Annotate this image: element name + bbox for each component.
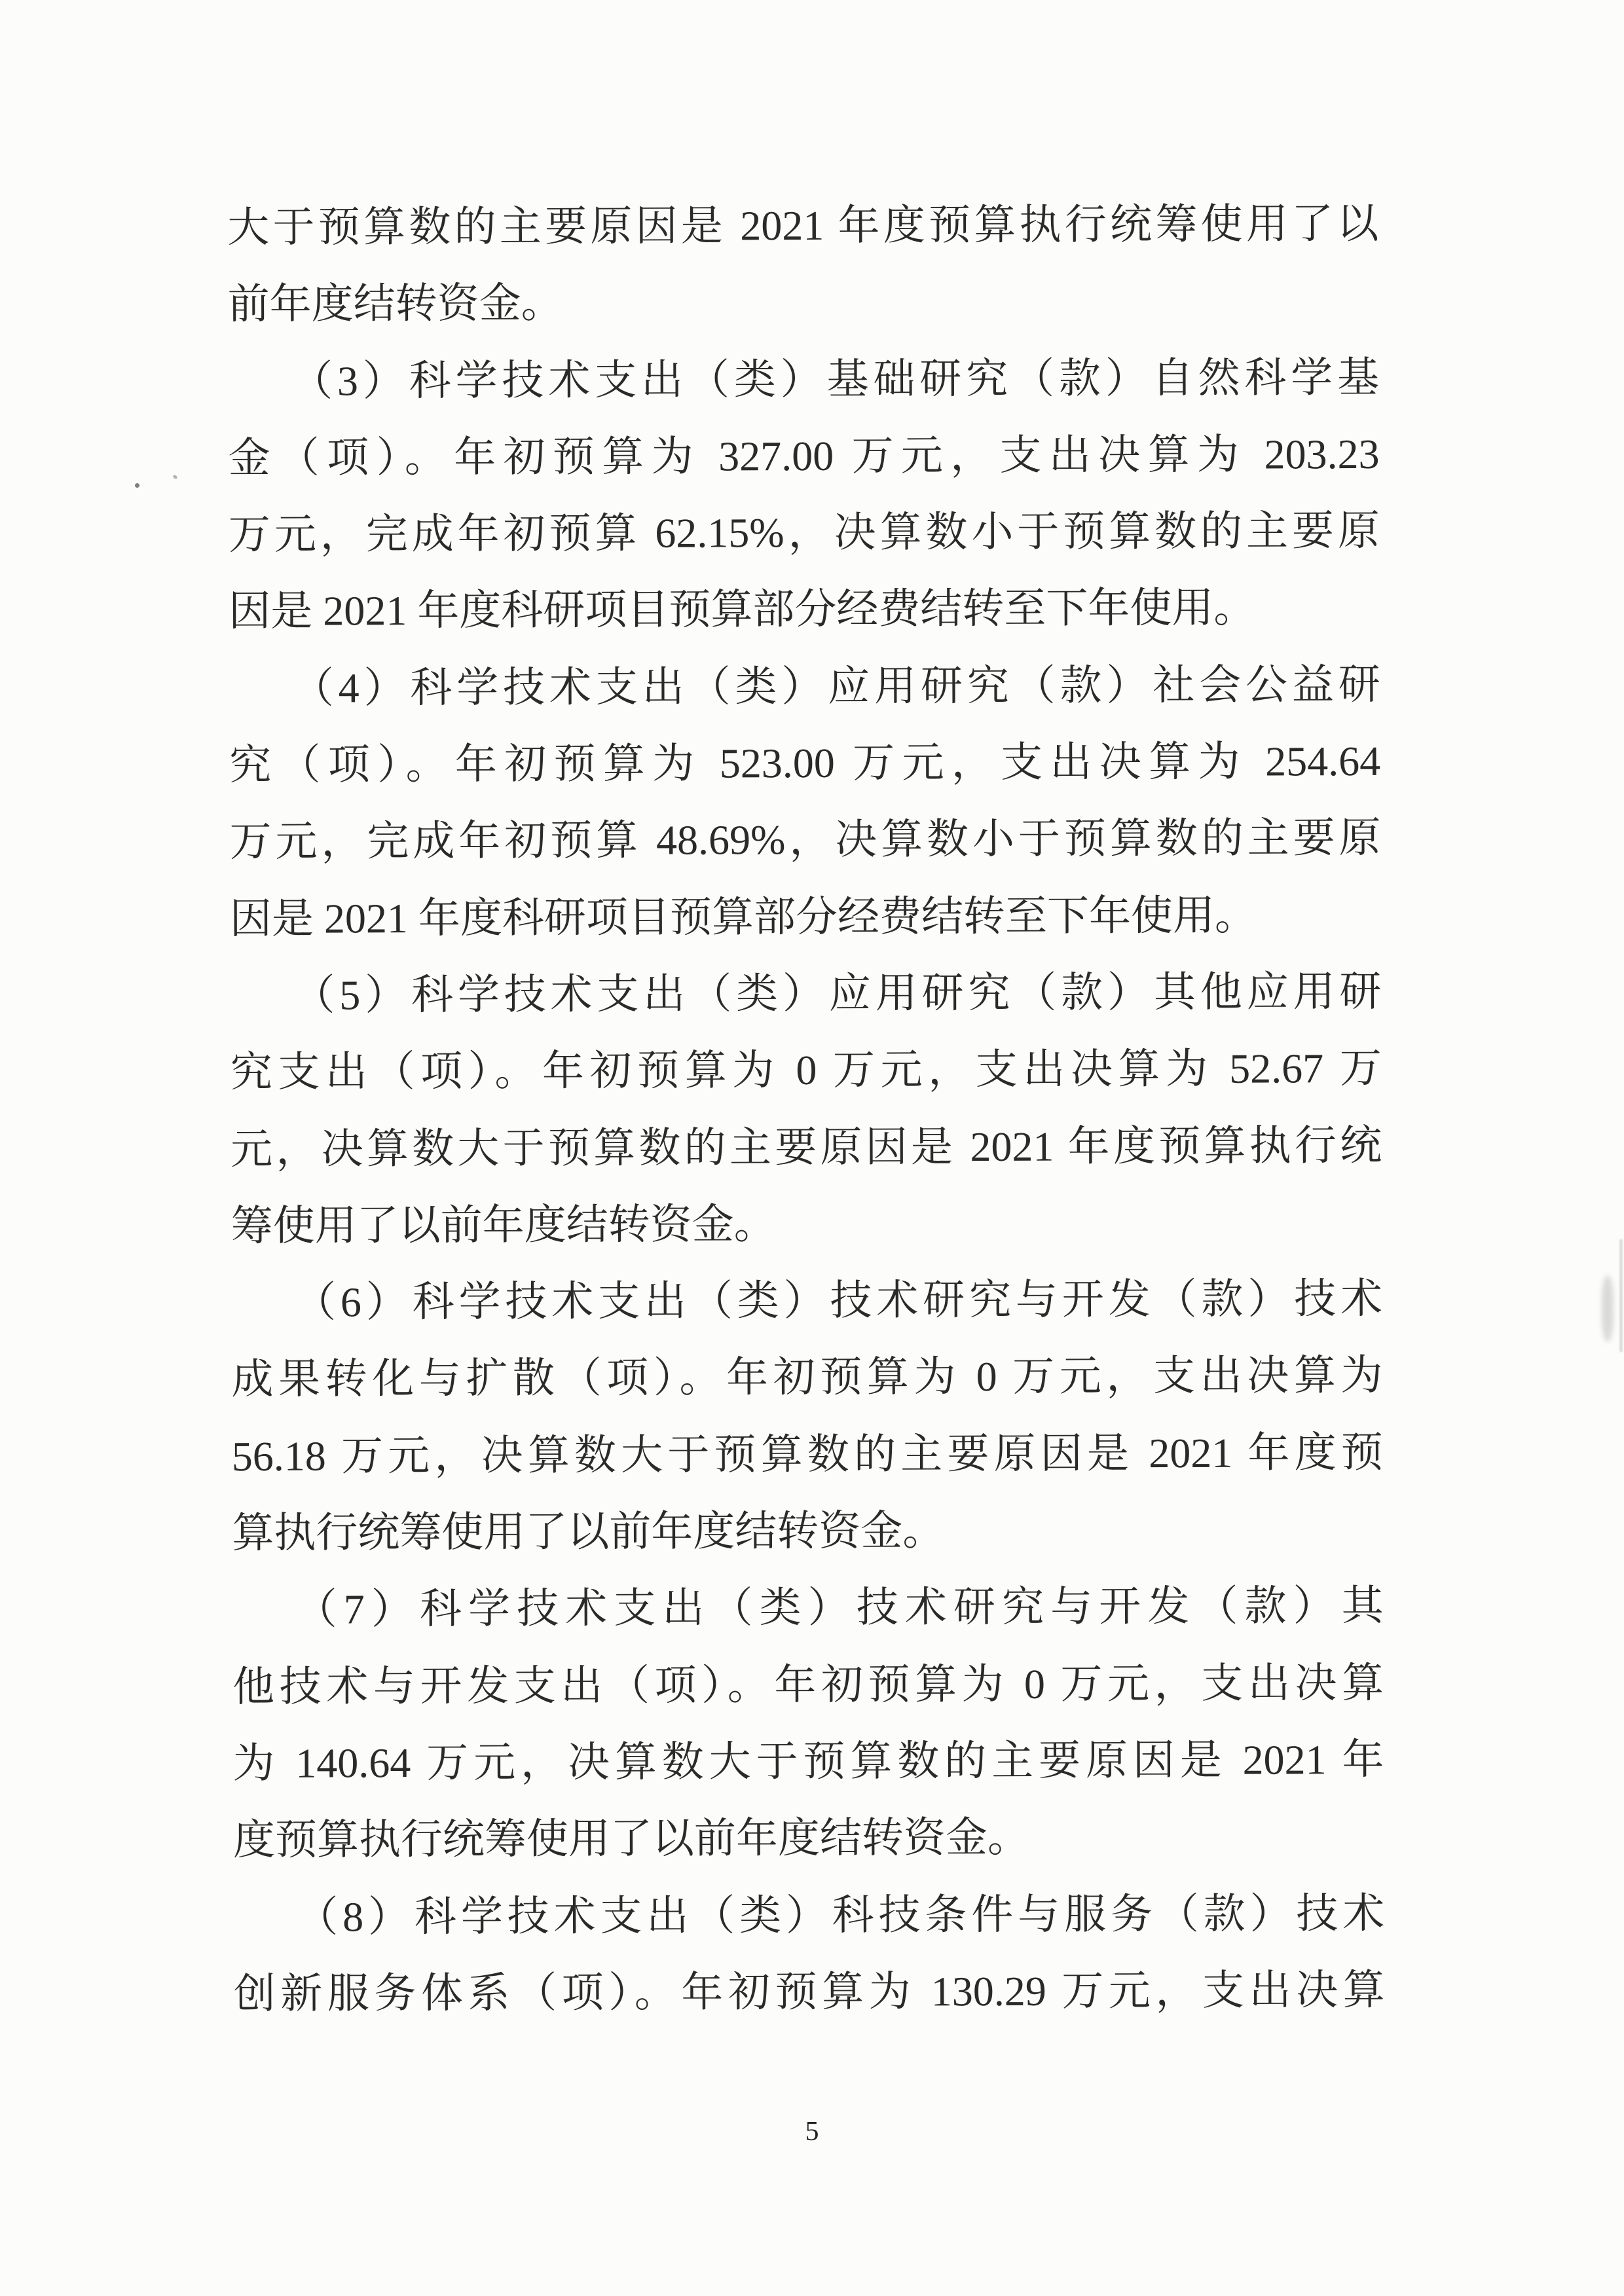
text-line: （8）科学技术支出（类）科技条件与服务（款）技术 [296,1889,1385,1941]
scan-edge-streak [1619,1239,1623,1352]
text-line: 前年度结转资金。 [227,280,563,328]
text-line: 为 140.64 万元，决算数大于预算数的主要原因是 2021 年 [232,1736,1384,1787]
text-line: 56.18 万元，决算数大于预算数的主要原因是 2021 年度预 [231,1429,1383,1480]
text-line: 究支出（项）。年初预算为 0 万元，支出决算为 52.67 万 [230,1045,1382,1096]
text-line: 成果转化与扩散（项）。年初预算为 0 万元，支出决算为 [231,1352,1383,1403]
text-line: 因是 2021 年度科研项目预算部分经费结转至下年使用。 [229,585,1256,635]
text-line: 究（项）。年初预算为 523.00 万元，支出决算为 254.64 [229,738,1381,789]
text-line: 他技术与开发支出（项）。年初预算为 0 万元，支出决算 [232,1659,1384,1710]
text-line: 因是 2021 年度科研项目预算部分经费结转至下年使用。 [229,892,1257,942]
text-line: 度预算执行统筹使用了以前年度结转资金。 [232,1814,1030,1864]
text-line: 筹使用了以前年度结转资金。 [231,1201,776,1249]
text-line: （4）科学技术支出（类）应用研究（款）社会公益研 [291,661,1380,712]
text-line: 万元，完成年初预算 62.15%，决算数小于预算数的主要原 [228,507,1380,558]
text-line: 元，决算数大于预算数的主要原因是 2021 年度预算执行统 [231,1121,1382,1173]
text-line: 算执行统筹使用了以前年度结转资金。 [232,1507,945,1557]
text-line: （6）科学技术支出（类）技术研究与开发（款）技术 [293,1275,1383,1326]
text-line: 金（项）。年初预算为 327.00 万元，支出决算为 203.23 [228,430,1380,481]
text-block [227,185,1385,2032]
scan-smudge [1602,1275,1614,1342]
text-line: （5）科学技术支出（类）应用研究（款）其他应用研 [293,968,1382,1019]
scan-speck [172,474,178,479]
text-line: 创新服务体系（项）。年初预算为 130.29 万元，支出决算 [233,1966,1385,2017]
page-number: 5 [805,2117,819,2147]
text-line: （3）科学技术支出（类）基础研究（款）自然科学基 [290,354,1380,405]
text-line: （7）科学技术支出（类）技术研究与开发（款）其 [295,1582,1384,1633]
text-line: 万元，完成年初预算 48.69%，决算数小于预算数的主要原 [229,814,1381,866]
text-line: 大于预算数的主要原因是 2021 年度预算执行统筹使用了以 [227,200,1379,251]
scan-speck [135,483,139,488]
